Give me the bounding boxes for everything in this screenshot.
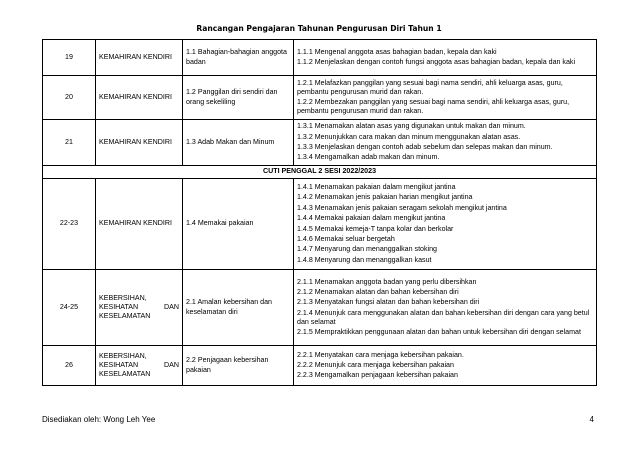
standard-item: 1.4.3 Menamakan jenis pakaian seragam sekolah mengikut jantina [297,203,507,212]
standard-item: 1.4.4 Memakai pakaian dalam mengikut jantina [297,214,446,223]
table-row [43,270,597,346]
standards-cell [294,76,597,120]
holiday-label: CUTI PENGGAL 2 SESI 2022/2023 [43,166,597,179]
standard-item: 1.3.3 Menjelaskan dengan contoh adab sebelum dan selepas makan dan minum. [297,143,553,152]
standards-cell [294,120,597,166]
theme-cell [96,270,183,346]
week-cell: 20 [43,76,96,120]
standard-item: 1.4.2 Menamakan jenis pakaian harian mengikut jantina [297,193,473,202]
standard-item: 1.3.2 Menunjukkan cara makan dan minum menggunakan alatan asas. [297,132,521,141]
unit-cell: 1.2 Panggilan diri sendiri dan orang sekeliling [183,76,294,120]
theme-line: KEBERSIHAN, [99,351,147,360]
holiday-row [43,166,597,179]
theme-line: KESELAMATAN [99,312,151,321]
standard-item: 1.4.1 Menamakan pakaian dalam mengikut jantina [297,183,456,192]
week-cell: 26 [43,346,96,386]
standard-item: 1.1.2 Menjelaskan dengan contoh fungsi anggota asas bahagian badan, kepala dan kaki [297,58,576,67]
unit-cell: 2.2 Penjagaan kebersihan pakaian [183,346,294,386]
unit-cell: 1.4 Memakai pakaian [183,179,294,270]
theme-line: DAN [164,360,179,369]
standard-item: 1.2.1 Melafazkan panggilan yang sesuai bagi nama sendiri, ahli keluarga asas, guru, pembantu pengurusan murid dan rakan. [297,78,563,96]
lesson-plan-table [42,39,597,386]
table-row [43,346,597,386]
standards-cell [294,40,597,76]
unit-cell: 2.1 Amalan kebersihan dan keselamatan diri [183,270,294,346]
table-row [43,120,597,166]
theme-line: DAN [164,302,179,311]
standards-cell [294,270,597,346]
standard-item: 1.4.7 Menyarung dan menanggalkan stoking [297,245,438,254]
standard-item: 2.1.4 Menunjuk cara menggunakan alatan dan bahan kebersihan diri dengan cara yang betul dan selamat [297,308,590,326]
theme-line: KEBERSIHAN, [99,293,147,302]
theme-line: KESIHATAN [99,360,139,369]
footer-prepared-by: Disediakan oleh: Wong Leh Yee [42,415,156,424]
unit-cell: 1.1 Bahagian-bahagian anggota badan [183,40,294,76]
theme-cell: KEMAHIRAN KENDIRI [96,179,183,270]
standard-item: 1.3.1 Menamakan alatan asas yang digunakan untuk makan dan minum. [297,122,526,131]
theme-cell: KEMAHIRAN KENDIRI [96,76,183,120]
week-cell: 19 [43,40,96,76]
page-number: 4 [589,415,594,424]
theme-line-pair [99,361,179,370]
week-cell: 24-25 [43,270,96,346]
table-row [43,40,597,76]
standard-item: 2.1.3 Menyatakan fungsi alatan dan bahan kebersihan diri [297,298,480,307]
standard-item: 2.2.1 Menyatakan cara menjaga kebersihan pakaian. [297,350,464,359]
standard-item: 2.2.3 Mengamalkan penjagaan kebersihan pakaian [297,371,458,380]
standard-item: 1.4.8 Menyarung dan menanggalkan kasut [297,255,432,264]
standards-cell [294,346,597,386]
standard-item: 2.2.2 Menunjuk cara menjaga kebersihan pakaian [297,360,454,369]
theme-line: KESIHATAN [99,302,139,311]
week-cell: 22-23 [43,179,96,270]
standard-item: 1.2.2 Membezakan panggilan yang sesuai bagi nama sendiri, ahli keluarga asas, guru, pembantu pengurusan murid dan rakan. [297,98,570,116]
standard-item: 2.1.5 Mempraktikkan penggunaan alatan dan bahan untuk kebersihan diri dengan selamat [297,328,581,337]
standard-item: 1.3.4 Mengamalkan adab makan dan minum. [297,153,440,162]
theme-cell: KEMAHIRAN KENDIRI [96,120,183,166]
table-row [43,179,597,270]
theme-cell: KEMAHIRAN KENDIRI [96,40,183,76]
standard-item: 1.4.5 Memakai kemeja-T tanpa kolar dan berkolar [297,224,454,233]
theme-cell [96,346,183,386]
theme-line: KESELAMATAN [99,370,151,379]
standard-item: 2.1.1 Menamakan anggota badan yang perlu dibersihkan [297,277,477,286]
standard-item: 1.1.1 Mengenal anggota asas bahagian badan, kepala dan kaki [297,47,497,56]
unit-cell: 1.3 Adab Makan dan Minum [183,120,294,166]
table-row [43,76,597,120]
standard-item: 1.4.6 Memakai seluar bergetah [297,234,395,243]
page-title: Rancangan Pengajaran Tahunan Pengurusan Diri Tahun 1 [196,24,442,33]
standard-item: 2.1.2 Menamakan alatan dan bahan kebersihan diri [297,287,459,296]
theme-line-pair [99,303,179,312]
week-cell: 21 [43,120,96,166]
standards-cell [294,179,597,270]
